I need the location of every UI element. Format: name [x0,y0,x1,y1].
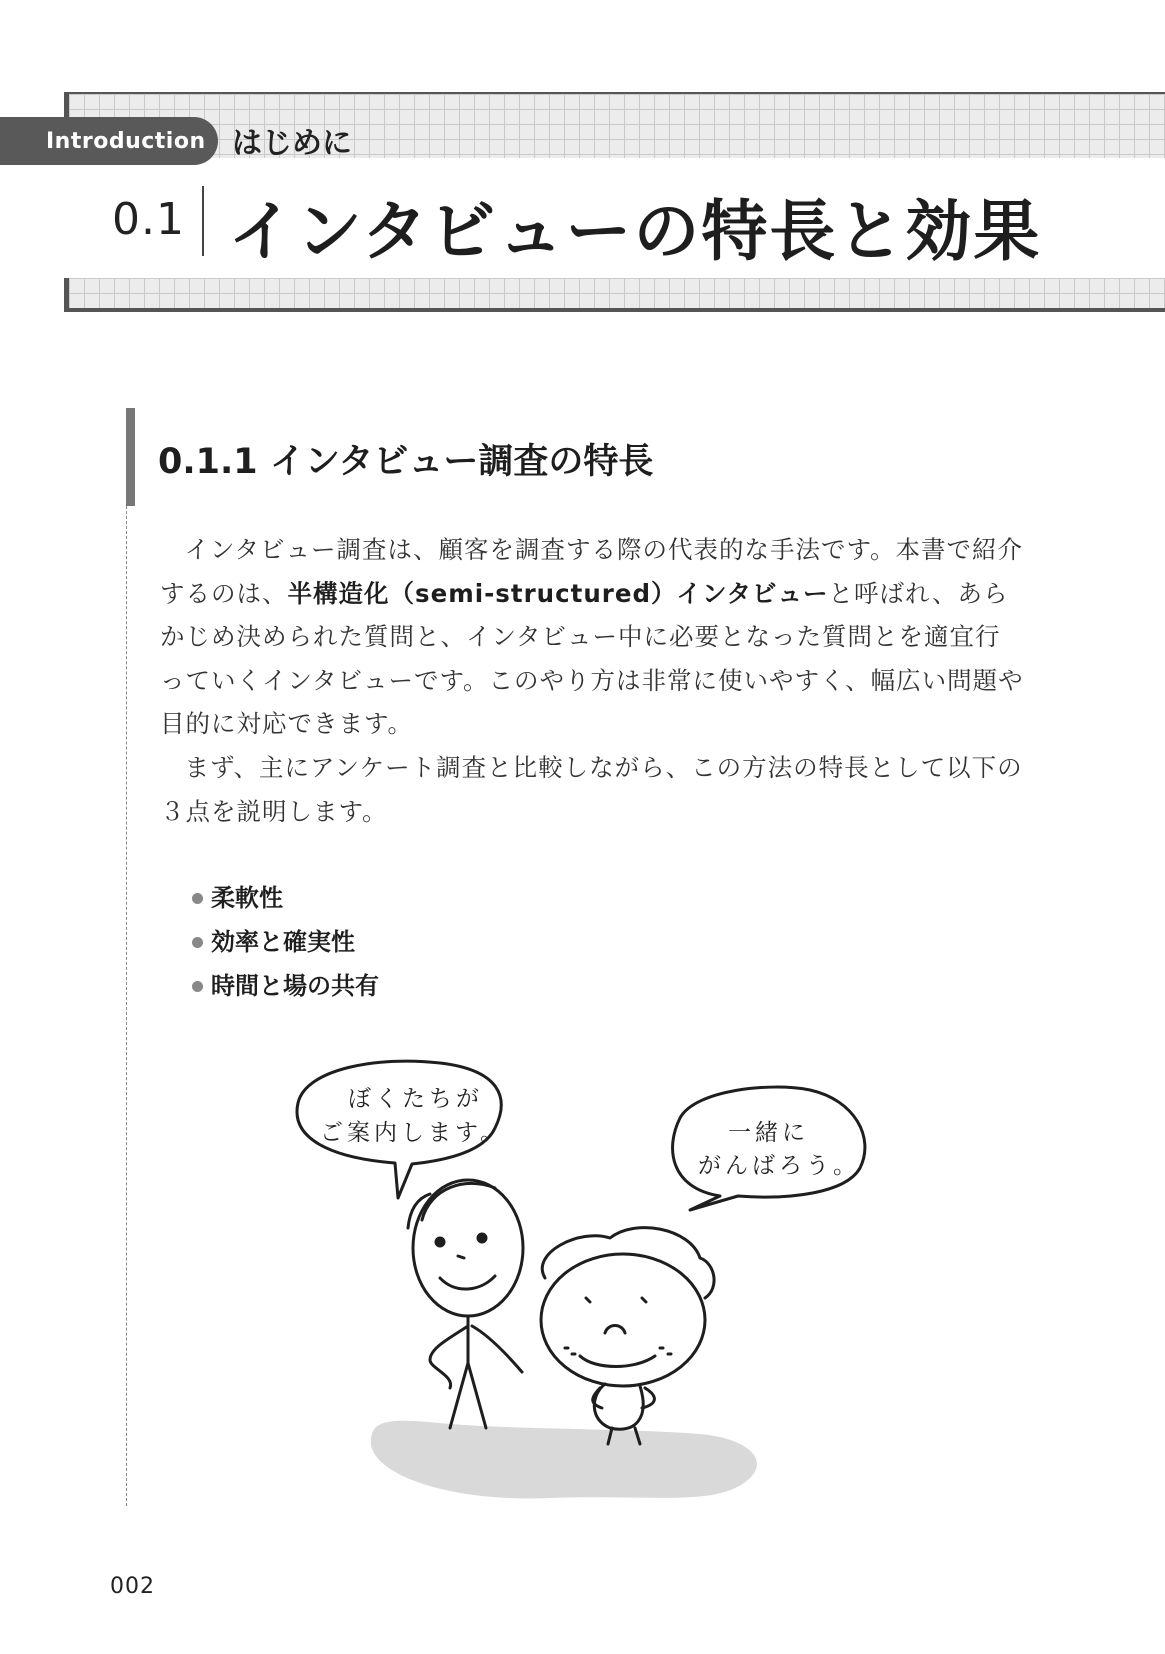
list-item-label: 効率と確実性 [211,928,355,956]
list-item-label: 柔軟性 [211,884,283,912]
header-grid-bottom [64,278,1165,312]
paragraph-1-text-a: インタビュー調査は、顧客を調査する際の代表的な手法です。本書で紹介するのは、 [160,535,1024,608]
bullet-dot-icon [192,893,203,904]
introduction-tab: Introduction [0,117,218,165]
paragraph-2: まず、主にアンケート調査と比較しながら、この方法の特長として以下の３点を説明します。 [160,752,1023,826]
section-marker-bar [126,408,135,506]
body-text [160,528,1026,833]
section-title: 0.1.1 インタビュー調査の特長 [158,442,654,482]
bubble-right-line-1: 一緒に [728,1120,809,1146]
chapter-separator [202,186,204,256]
chapter-title: インタビューの特長と効果 [228,193,1042,270]
list-item [192,920,379,964]
paragraph-1-text-b: と呼ばれ、あらかじめ決められた質問と、インタビュー中に必要となった質問とを適宜行っていくインタビューです。このやり方は非常に使いやすく、幅広い問題や目的に対応できます。 [160,578,1024,739]
page-number: 002 [110,1574,155,1599]
bubble-left-line-2: ご案内します。 [320,1120,508,1146]
guide-characters-illustration [290,1058,910,1518]
ground-shadow [371,1421,757,1499]
list-item [192,964,379,1008]
bullet-dot-icon [192,937,203,948]
list-item [192,876,379,920]
bubble-left-line-1: ぼくたちが [348,1086,483,1112]
feature-list [192,876,379,1008]
speech-bubble-right [673,1087,865,1210]
bubble-right-line-2: がんばろう。 [698,1153,860,1179]
section-dashed-rule [126,506,127,1506]
chapter-number: 0.1 [112,194,185,245]
list-item-label: 時間と場の共有 [211,972,379,1000]
tall-character [408,1180,523,1428]
bullet-dot-icon [192,981,203,992]
header-grid-top [64,92,1165,158]
paragraph-1-bold-term: 半構造化（semi-structured）インタビュー [287,578,829,608]
paragraph-1 [160,528,1026,746]
short-character [541,1228,714,1444]
introduction-title: はじめに [232,126,352,161]
